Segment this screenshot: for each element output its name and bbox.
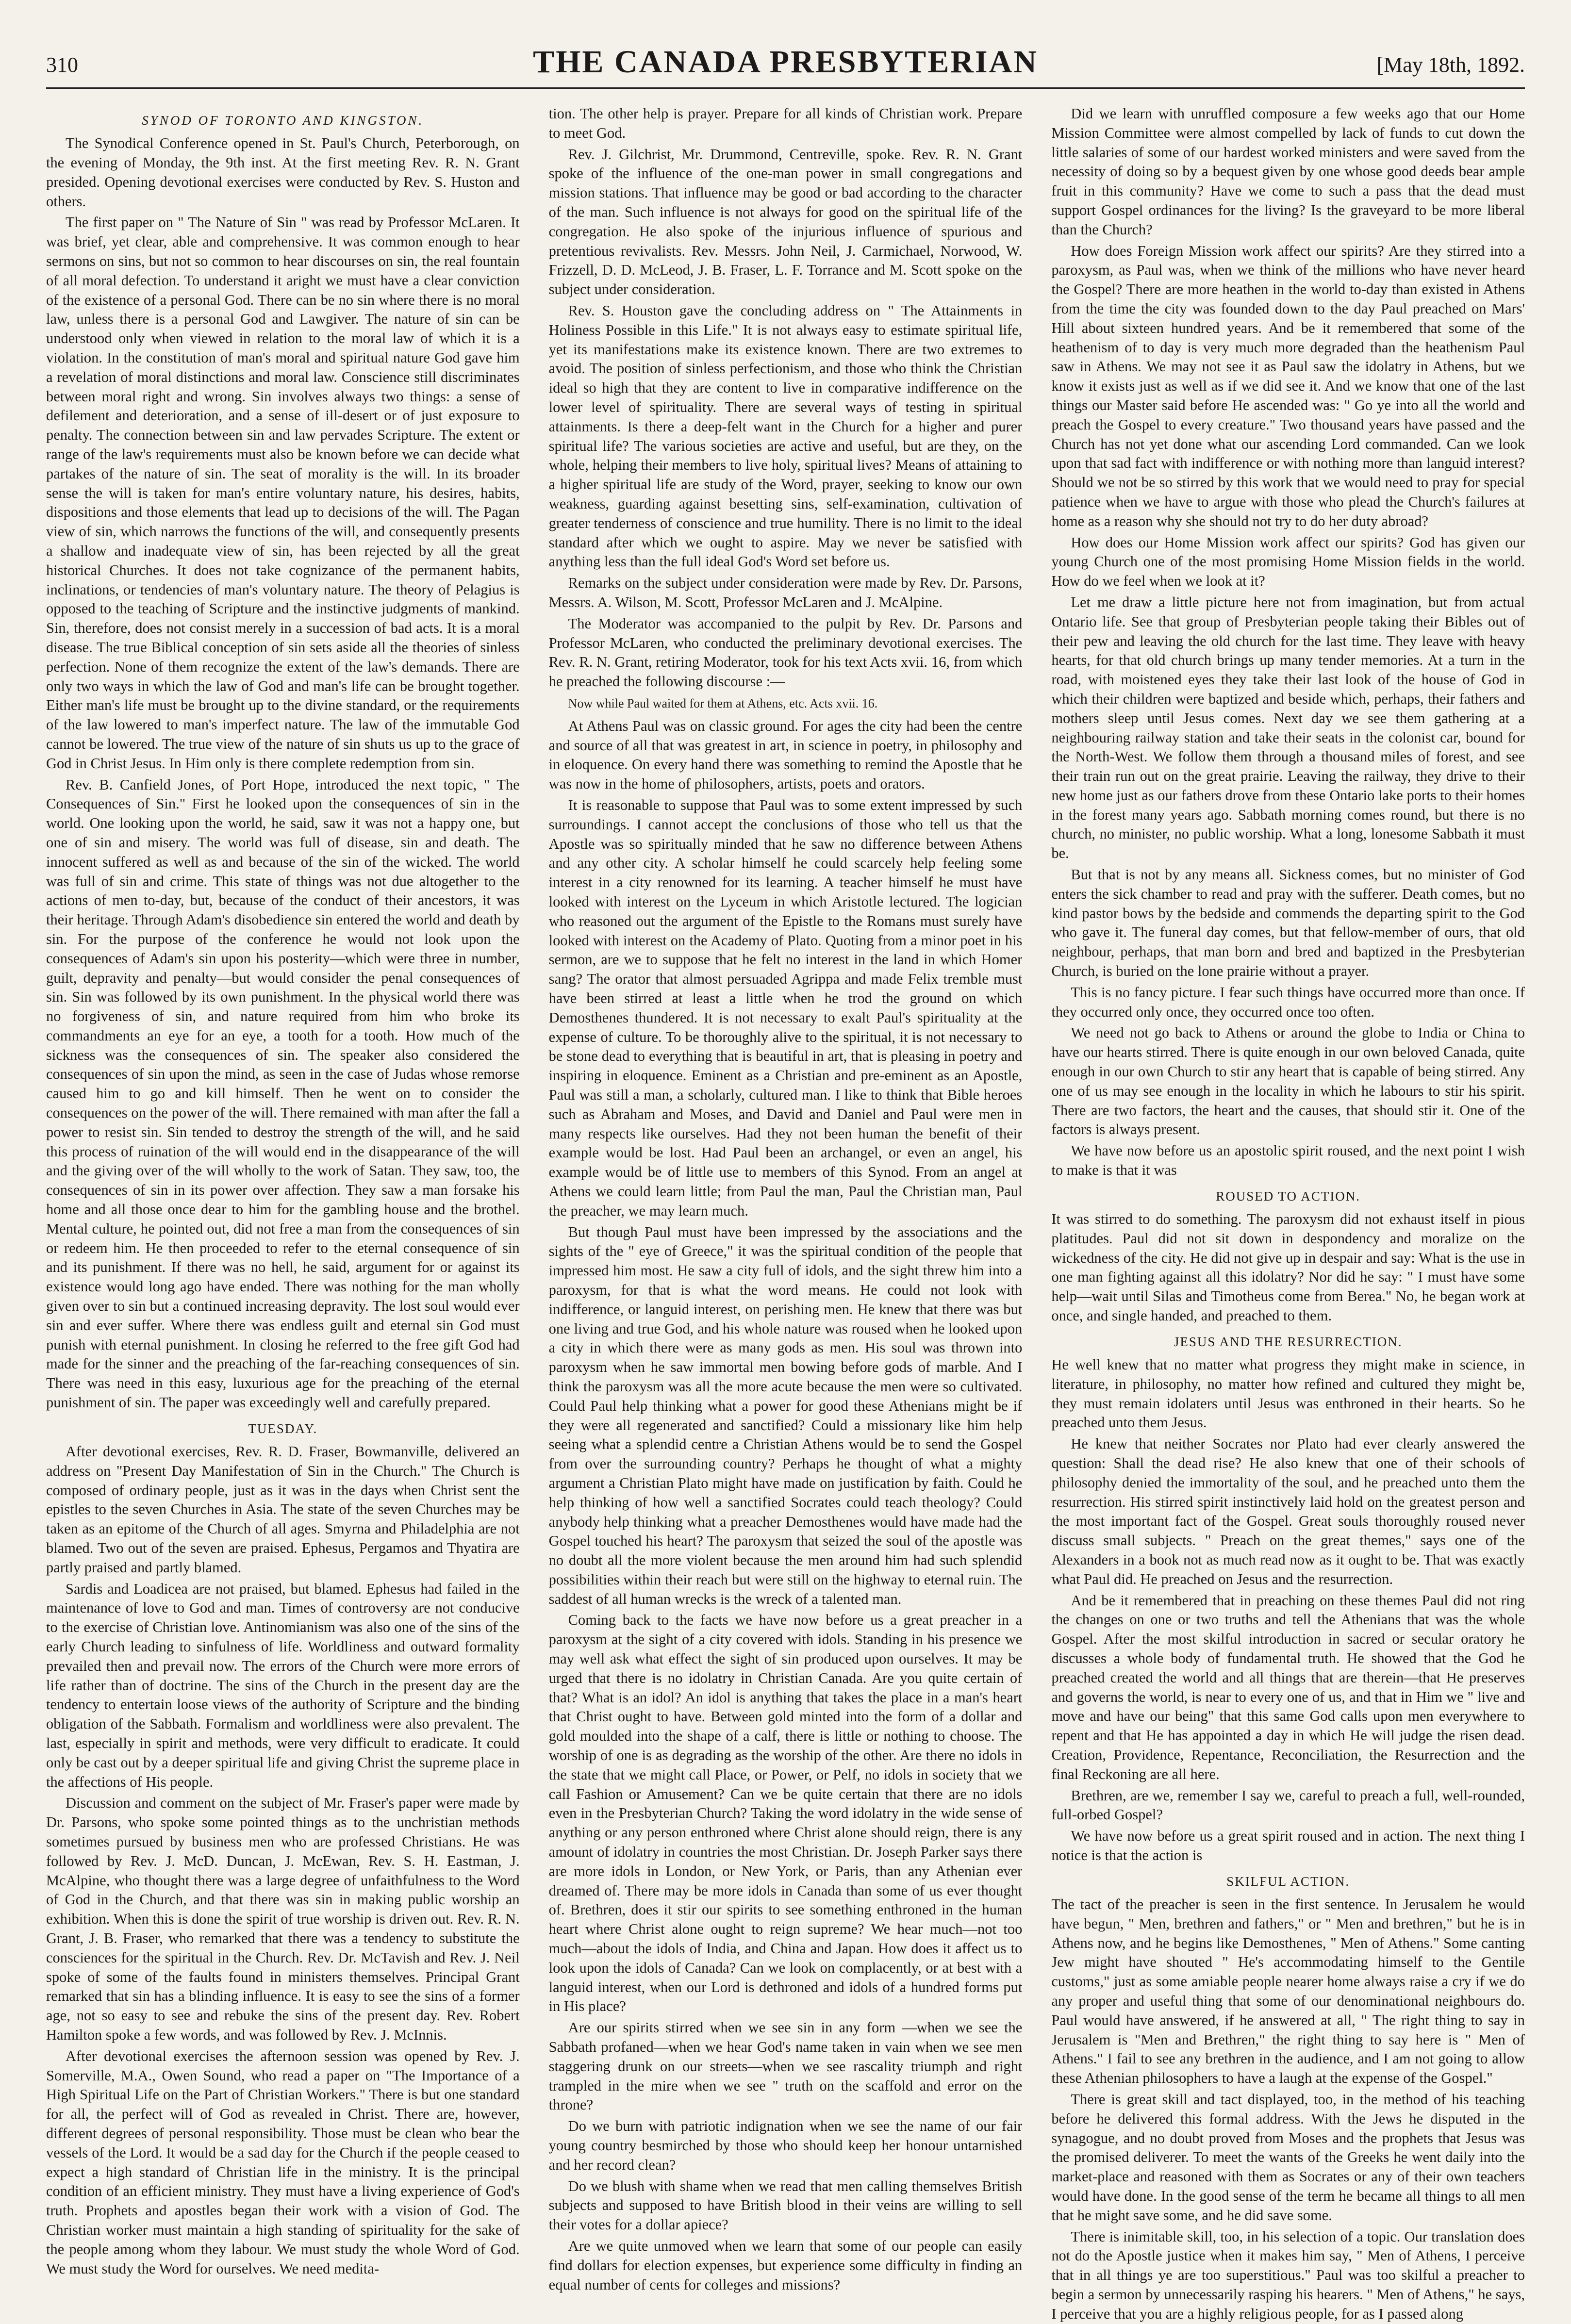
- paragraph: Do we burn with patriotic indignation when we see the name of our fair young country besmirched by those who should keep her honour untarnished and her record clean?: [548, 2118, 1023, 2173]
- subheading: SKILFUL ACTION.: [1226, 1874, 1350, 1889]
- paragraph: Discussion and comment on the subject of Mr. Fraser's paper were made by Dr. Parsons, who spoke some pointed things as to the unchristian methods sometimes pursued by business men who are professed Christians. He was followed by Rev. J. McD. Duncan, J. McEwan, Rev. S. H. Eastman, J. McAlpine, who thought there was a large degree of unfaithfulness to the Word of God in the Church, and that there was sin in making public worship an exhibition. When this is done the spirit of true worship is driven out. Rev. R. N. Grant, J. B. Fraser, who remarked that there was a tendency to substitute the consciences for the spiritual in the Church. Rev. Dr. McTavish and Rev. J. Neil spoke of some of the faults found in ministers themselves. Principal Grant remarked that sin has a blinding influence. It is easy to see the sins of a former age, not so easy to see and rebuke the sins of the present day. Rev. Robert Hamilton spoke a few words, and was followed by Rev. J. McInnis.: [46, 1795, 520, 2043]
- paragraph: Let me draw a little picture here not from imagination, but from actual Ontario life. See that group of Presbyterian people taking their Bibles out of their pew and leaving the old church for the last time. They leave with heavy hearts, for that old church brings up many tender memories. At a turn in the road, with moistened eyes they take their last look of the house of God in which their children were baptized and beside which, perhaps, their fathers and mothers sleep until Jesus comes. Next day we see them gathering at a neighbouring railway station and take their seats in the colonist car, bound for the North-West. We follow them through a thousand miles of forest, and see their train run out on the great prairie. Leaving the railway, they drive to their new home just as our fathers drove from these Ontario lake ports to their homes in the forest many years ago. Sabbath morning comes round, but there is no church, no minister, no public worship. What a long, lonesome Sabbath it must be.: [1051, 593, 1525, 862]
- paragraph: The first paper on " The Nature of Sin " was read by Professor McLaren. It was brief, yet clear, able and comprehensive. It was common enough to hear sermons on sins, but not so common to hear discourses on sin, the real fountain of all moral defection. To understand it aright we must have a clear conviction of the existence of a personal God. There can be no sin where there is no moral law, unless there is a personal God and Lawgiver. The nature of sin can be understood only when viewed in relation to the moral law of which it is a violation. In the constitution of man's moral and spiritual nature God gave him a revelation of moral distinctions and moral law. Conscience still discriminates between moral right and wrong. Sin involves always two things: a sense of defilement and deterioration, and a sense of ill-desert or of just exposure to penalty. The connection between sin and law pervades Scripture. The extent or range of the law's requirements must also be known before we can decide what partakes of the nature of sin. The seat of morality is the will. In its broader sense the will is taken for man's entire voluntary nature, his desires, habits, dispositions and those elements that lead up to decisions of the will. The Pagan view of sin, which narrows the functions of the will, and consequently presents a shallow and inadequate view of sin, has been rejected by all the great historical Churches. It does not take cognizance of the permanent habits, inclinations, or tendencies of man's voluntary nature. The theory of Pelagius is opposed to the teaching of Scripture and the instinctive judgments of mankind. Sin, therefore, does not consist merely in a succession of bad acts. It is a moral disease. The true Biblical conception of sin sets aside all the theories of sinless perfection. None of them recognize the extent of the law's demands. There are only two ways in which the law of God and man's life can be brought together. Either man's life must be brought up to the divine standard, or the requirements of the law lowered to man's imperfect nature. The law of the immutable God cannot be lowered. The true view of the nature of sin shuts us up to the grace of God in Christ Jesus. In Him only is there complete redemption from sin.: [46, 214, 520, 772]
- paragraph: Do we blush with shame when we read that men calling themselves British subjects and supposed to have British blood in their veins are willing to sell their votes for a dollar apiece?: [548, 2177, 1023, 2233]
- paragraph: Brethren, are we, remember I say we, careful to preach a full, well-rounded, full-orbed Gospel?: [1051, 1787, 1525, 1823]
- paragraph: Are we quite unmoved when we learn that some of our people can easily find dollars for election expenses, but experience some difficulty in finding an equal number of cents for colleges and missions?: [548, 2237, 1023, 2293]
- masthead-title: THE CANADA PRESBYTERIAN: [533, 44, 1038, 80]
- paragraph: After devotional exercises, Rev. R. D. Fraser, Bowmanville, delivered an address on "Present Day Manifestation of Sin in the Church." The Church is composed of ordinary people, just as it was in the days when Christ sent the epistles to the seven Churches in Asia. The state of the seven Churches may be taken as an epitome of the Church of all ages. Smyrna and Philadelphia are not blamed. Two out of the seven are praised. Ephesus, Pergamos and Thyatira are partly praised and partly blamed.: [46, 1443, 520, 1576]
- paragraph: The tact of the preacher is seen in the first sentence. In Jerusalem he would have begun, " Men, brethren and fathers," or " Men and brethren," but he is in Athens now, and he begins like Demosthenes, " Men of Athens." Some canting Jew might have shouted " He's accommodating himself to the Gentile customs," just as some amiable people nearer home always raise a cry if we do any proper and useful thing that some of our denominational neighbours do. Paul would have answered, if he answered at all, " The right thing to say in Jerusalem is "Men and Brethren," the right thing to say here is " Men of Athens." I fail to see any brethren in the audience, and I am not going to allow these Athenian philosophers to have a laugh at the expense of the Gospel.": [1051, 1896, 1525, 2087]
- paragraph: We have now before us an apostolic spirit roused, and the next point I wish to make is that it was: [1051, 1142, 1525, 1179]
- paragraph: Rev. S. Houston gave the concluding address on " The Attainments in Holiness Possible in this Life." It is not always easy to estimate spiritual life, yet its manifestations make its existence known. There are two extremes to avoid. The position of sinless perfectionism, and those who think the Christian ideal so high that they are content to live in comparative indifference on the lower level of spirituality. There are several ways of testing in spiritual attainments. Is there a deep-felt want in the Church for a higher and purer spiritual life? The various societies are active and useful, but are they, on the whole, helping their members to live holy, spiritual lives? Means of attaining to a higher spiritual life are study of the Word, prayer, seeking to know our own weakness, guarding against besetting sins, self-examination, cultivation of greater tenderness of conscience and true humility. There is no limit to the ideal standard after which we ought to aspire. May we never be satisfied with anything less than the full ideal God's Word set before us.: [548, 302, 1023, 570]
- page-number: 310: [46, 53, 78, 77]
- paragraph: There is great skill and tact displayed, too, in the method of his teaching before he delivered this formal address. With the Jews he disputed in the synagogue, and no doubt proved from Moses and the prophets that Jesus was the promised deliverer. To meet the wants of the Greeks he went daily into the market-place and reasoned with them as Socrates or any of their own teachers would have done. In the good sense of the term he became all things to all men that he might save some, and he did save some.: [1051, 2091, 1525, 2224]
- page-header: [46, 34, 1525, 89]
- paragraph: And be it remembered that in preaching on these themes Paul did not ring the changes on one or two truths and tell the Athenians that was the whole Gospel. After the most skilful introduction in sacred or secular oratory he discusses a whole body of fundamental truth. He showed that the God he preached created the world and all things that are therein—that He preserves and governs the world, is near to every one of us, and that in Him we " live and move and have our being" that this same God calls upon men everywhere to repent and that He has appointed a day in which He will judge the risen dead. Creation, Providence, Repentance, Reconciliation, the Resurrection and the final Reckoning are all here.: [1051, 1592, 1525, 1782]
- section-heading: SYNOD OF TORONTO AND KINGSTON.: [142, 113, 424, 128]
- paragraph: The Moderator was accompanied to the pulpit by Rev. Dr. Parsons and Professor McLaren, who conducted the preliminary devotional exercises. The Rev. R. N. Grant, retiring Moderator, took for his text Acts xvii. 16, from which he preached the following discourse :—: [548, 615, 1023, 690]
- paragraph: Rev. B. Canfield Jones, of Port Hope, introduced the next topic, " The Consequences of Sin." First he looked upon the consequences of sin in the world. One looking upon the world, he said, saw it was not a happy one, but one of sin and misery. The world was full of disease, sin and death. The innocent suffered as well as and because of the sin of the wicked. The world was full of sin and crime. This state of things was not due altogether to the actions of men to-day, but, because of the conduct of their ancestors, it was their heritage. Through Adam's disobedience sin entered the world and death by sin. For the purpose of the conference he would not look upon the consequences of Adam's sin upon his posterity—which were three in number, guilt, depravity and penalty—but would consider the penal consequences of sin. Sin was followed by its own punishment. In the physical world there was no forgiveness of sin, and nature required from him who broke its commandments an eye for an eye, a tooth for a tooth. How much of the sickness was the consequences of sin. The speaker also considered the consequences of sin upon the mind, as seen in the case of Judas whose remorse caused him to go and kill himself. Then he went on to consider the consequences on the power of the will. There remained with man after the fall a power to resist sin. Sin tended to destroy the strength of the will, and he said this process of ruination of the will would end in the disappearance of the will and the giving over of the will wholly to the work of Satan. They saw, too, the consequences of sin in its power over affection. They saw a man forsake his home and all those once dear to him for the gambling house and the brothel. Mental culture, he pointed out, did not free a man from the consequences of sin or redeem him. He then proceeded to refer to the eternal consequence of sin and its punishment. If there was no hell, he said, argument for or against its existence would long ago have ended. There was nothing for the man wholly given over to sin but a continued increasing depravity. The lost soul would ever sin and ever suffer. Where there was endless guilt and eternal sin God must punish with eternal punishment. In closing he referred to the free gift God had made for the sinner and the preaching of the far-reaching consequences of sin. There was need in this easy, luxurious age for the preaching of the eternal punishment of sin. The paper was exceedingly well and carefully prepared.: [46, 776, 520, 1411]
- paragraph: Remarks on the subject under consideration were made by Rev. Dr. Parsons, Messrs. A. Wilson, M. Scott, Professor McLaren and J. McAlpine.: [548, 575, 1023, 610]
- paragraph: Are our spirits stirred when we see sin in any form —when we see the Sabbath profaned—when we hear God's name taken in vain when we see men staggering drunk on our streets—when we see rascality triumph and right trampled in the mire when we see " truth on the scaffold and error on the throne?: [548, 2019, 1023, 2113]
- paragraph: We need not go back to Athens or around the globe to India or China to have our hearts stirred. There is quite enough in our own beloved Canada, quite enough in our own Church to stir any heart that is capable of being stirred. Any one of us may see enough in the locality in which he labours to stir his spirit. There are two factors, the heart and the causes, that should stir it. One of the factors is always present.: [1051, 1024, 1525, 1138]
- paragraph: The Synodical Conference opened in St. Paul's Church, Peterborough, on the evening of Monday, the 9th inst. At the first meeting Rev. R. N. Grant presided. Opening devotional exercises were conducted by Rev. S. Huston and others.: [46, 135, 520, 210]
- paragraph: We have now before us a great spirit roused and in action. The next thing I notice is that the action is: [1051, 1828, 1525, 1863]
- subheading: ROUSED TO ACTION.: [1216, 1188, 1361, 1203]
- paragraph: But though Paul must have been impressed by the associations and the sights of the " eye of Greece," it was the spiritual condition of the people that impressed him most. He saw a city full of idols, and the sight threw him into a paroxysm, for that is what the word means. He could not look with indifference, or languid interest, on perishing men. He knew that there was but one living and true God, and his whole nature was roused when he looked upon a city in which there were as many gods as men. His soul was thrown into paroxysm when he saw immortal men bowing before gods of marble. And I think the paroxysm was all the more acute because the men were so cultivated. Could Paul help thinking what a power for good these Athenians might be if they were all regenerated and sanctified? Could a missionary like him help seeing what a splendid centre a Christian Athens would be to send the Gospel from over the surrounding country? Perhaps he thought of what a mighty argument a Christian Plato might have made on justification by faith. Could he help thinking of how well a sanctified Socrates could teach theology? Could anybody help thinking what a preacher Demosthenes would have made had the Gospel touched his heart? The paroxysm that seized the soul of the apostle was no doubt all the more violent because the men around him had such splendid possibilities within their reach but were still on the highway to eternal ruin. The saddest of all human wrecks is the wreck of a talented man.: [548, 1223, 1023, 1607]
- paragraph: Rev. J. Gilchrist, Mr. Drummond, Centreville, spoke. Rev. R. N. Grant spoke of the influence of the one-man power in small congregations and mission stations. That influence may be good or bad according to the character of the man. Such influence is not always for good on the spiritual life of the congregation. He also spoke of the injurious influence of spurious and pretentious revivalists. Rev. Messrs. John Neil, J. Carmichael, Norwood, W. Frizzell, D. D. McLeod, J. B. Fraser, L. F. Torrance and M. Scott spoke on the subject under consideration.: [548, 146, 1023, 298]
- paragraph: He knew that neither Socrates nor Plato had ever clearly answered the question: Shall the dead rise? He also knew that one of their schools of philosophy denied the immortality of the soul, and he preached unto them the resurrection. His stirred spirit instinctively laid hold on the greatest person and the most important fact of the Gospel. Great souls thoroughly roused never discuss small subjects. " Preach on the great themes," says one of the Alexanders in a book not as much read now as it ought to be. That was exactly what Paul did. He preached on Jesus and the resurrection.: [1051, 1435, 1525, 1587]
- column-3: [1051, 104, 1525, 2322]
- article-columns: [46, 104, 1525, 2322]
- scripture-text: Now while Paul waited for them at Athens, etc. Acts xvii. 16.: [568, 696, 878, 710]
- issue-date: [May 18th, 1892.: [1376, 53, 1525, 77]
- paragraph: At Athens Paul was on classic ground. For ages the city had been the centre and source of all that was greatest in art, in science in poetry, in philosophy and in eloquence. On every hand there was something to remind the Apostle that he was now in the home of philosophers, artists, poets and orators.: [548, 717, 1023, 792]
- paragraph: How does our Home Mission work affect our spirits? God has given our young Church one of the most promising Home Mission fields in the world. How do we feel when we look at it?: [1051, 534, 1525, 590]
- paragraph: Sardis and Loadicea are not praised, but blamed. Ephesus had failed in the maintenance of love to God and man. Times of controversy are not conducive to the exercise of Christian love. Antinomianism was also one of the sins of the early Church leading to sinfulness of life. Worldliness and outward formality prevailed then and prevail now. The errors of the Church were more errors of life rather than of doctrine. The sins of the Church in the present day are the tendency to entertain loose views of the authority of Scripture and the binding obligation of the Sabbath. Formalism and worldliness were also prevalent. The last, especially in spirit and methods, were very difficult to eradicate. It could only be cast out by a deeper spiritual life and giving Christ the supreme place in the affections of His people.: [46, 1580, 520, 1790]
- paragraph: How does Foreign Mission work affect our spirits? Are they stirred into a paroxysm, as Paul was, when we think of the millions who have never heard the Gospel? There are more heathen in the world to-day than existed in Athens from the time the city was founded down to the day Paul preached on Mars' Hill about sixteen hundred years. And be it remembered that some of the heathenism of to day is very much more degraded than the heathenism Paul saw in Athens. We may not see it as Paul saw the idolatry in Athens, but we know it exists just as well as if we did see it. And we know that one of the last things our Master said before He ascended was: " Go ye into all the world and preach the Gospel to every creature." Two thousand years have passed and the Church has not yet done what our ascending Lord commanded. Can we look upon that sad fact with indifference or with nothing more than languid interest? Should we not be so stirred by this work that we would need to pray for special patience when we have to argue with those who plead the Church's failures at home as a reason why she should not try to do her duty abroad?: [1051, 242, 1525, 529]
- paragraph: After devotional exercises the afternoon session was opened by Rev. J. Somerville, M.A., Owen Sound, who read a paper on "The Importance of a High Spiritual Life on the Part of Christian Workers." There is but one standard for all, the perfect will of God as revealed in Christ. There are, however, different degrees of personal responsibility. Those must be clean who bear the vessels of the Lord. It would be a sad day for the Church if the people ceased to expect a high standard of Christian life in the ministry. It is the principal condition of an efficient ministry. They must have a living experience of God's truth. Prophets and apostles began their work with a vision of God. The Christian worker must maintain a high standing of spirituality for the sake of the people among whom they labour. We must study the whole Word of God. We must study the Word for ourselves. We need medita-: [46, 2047, 520, 2277]
- subheading: JESUS AND THE RESURRECTION.: [1174, 1334, 1403, 1349]
- paragraph: There is inimitable skill, too, in his selection of a topic. Our translation does not do the Apostle justice when it makes him say, " Men of Athens, I perceive that in all things ye are too superstitious." Paul was too skilful a preacher to begin a sermon by unnecessarily rasping his hearers. " Men of Athens," he says, I perceive that you are a highly religious people, for as I passed along: [1051, 2228, 1525, 2322]
- paragraph: He well knew that no matter what progress they might make in science, in literature, in philosophy, no matter how refined and cultured they might be, they must remain idolaters until Jesus was enthroned in their hearts. So he preached unto them Jesus.: [1051, 1356, 1525, 1431]
- paragraph: tion. The other help is prayer. Prepare for all kinds of Christian work. Prepare to meet God.: [548, 105, 1023, 141]
- paragraph: But that is not by any means all. Sickness comes, but no minister of God enters the sick chamber to read and pray with the sufferer. Death comes, but no kind pastor bows by the bedside and commends the departing spirit to the God who gave it. The funeral day comes, but that fellow-member of ours, that old neighbour, perhaps, that man born and bred and baptized in the Presbyterian Church, is buried on the lone prairie without a prayer.: [1051, 866, 1525, 980]
- subheading: TUESDAY.: [248, 1421, 318, 1436]
- paragraph: It was stirred to do something. The paroxysm did not exhaust itself in pious platitudes. Paul did not sit down in despondency and moralize on the wickedness of the city. He did not give up in despair and say: What is the use in one man fighting against all this idolatry? Nor did he say: " I must have some help—wait until Silas and Timotheus come from Berea." No, he began work at once, and single handed, and preached to them.: [1051, 1211, 1525, 1324]
- paragraph: It is reasonable to suppose that Paul was to some extent impressed by such surroundings. I cannot accept the conclusions of those who tell us that the Apostle was so spiritually minded that he saw no difference between Athens and any other city. A scholar himself he could scarcely help feeling some interest in a city renowned for its learning. A teacher himself he must have looked with interest on the Lyceum in which Aristotle lectured. The logician who reasoned out the argument of the Epistle to the Romans must surely have looked with interest on the Academy of Plato. Quoting from a minor poet in his sermon, are we to suppose that he felt no interest in the land in which Homer sang? The orator that almost persuaded Agrippa and made Felix tremble must have been stirred at least a little when he trod the ground on which Demosthenes thundered. It is not necessary to exalt Paul's spirituality at the expense of culture. To be thoroughly alive to the spiritual, it is not necessary to be stone dead to everything that is beautiful in art, that is pleasing in poetry and inspiring in eloquence. Eminent as a Christian and pre-eminent as an Apostle, Paul was still a man, a scholarly, cultured man. I like to think that Bible heroes such as Abraham and Moses, and David and Daniel and Paul were men in many respects like ourselves. Had they not been human the benefit of their example would be lost. Had Paul been an archangel, or even an angel, his example would be of little use to members of this Synod. From an angel at Athens we could learn little; from Paul the man, Paul the Christian man, Paul the preacher, we may learn much.: [548, 797, 1023, 1219]
- column-2: [548, 104, 1023, 2293]
- paragraph: Coming back to the facts we have now before us a great preacher in a paroxysm at the sight of a city covered with idols. Standing in his presence we may well ask what effect the sight of sin produced upon ourselves. It may be urged that there is no idolatry in Christian Canada. Are you quite certain of that? What is an idol? An idol is anything that takes the place in a man's heart that Christ ought to have. Between gold minted into the form of a dollar and gold moulded into the shape of a calf, there is little or nothing to choose. The worship of one is as degrading as the worship of the other. Are there no idols in the state that we might call Place, or Power, or Pelf, no idols in society that we call Fashion or Amusement? Can we be quite certain that there are no idols even in the Presbyterian Church? Taking the word idolatry in the wide sense of anything or any person enthroned where Christ alone should reign, there is any amount of idolatry in countries the most Christian. Dr. Joseph Parker says there are more idols in London, or New York, or Paris, than any Athenian ever dreamed of. There may be more idols in Canada than some of us ever thought of. Brethren, does it stir our spirits to see something enthroned in the human heart where Christ alone ought to reign supreme? We hear much—not too much—about the idols of India, and China and Japan. How does it affect us to look upon the idols of Canada? Can we look on complacently, or at best with a languid interest, when our Lord is dethroned and idols of a hundred forms put in His place?: [548, 1612, 1023, 2015]
- paragraph: This is no fancy picture. I fear such things have occurred more than once. If they occurred only once, they occurred once too often.: [1051, 984, 1525, 1020]
- paragraph: Did we learn with unruffled composure a few weeks ago that our Home Mission Committee were almost compelled by lack of funds to cut down the little salaries of some of our hardest worked ministers and were saved from the necessity of doing so by a bequest given by one whose good deeds bear ample fruit in this community? Have we come to such a pass that the dead must support Gospel ordinances for the living? Is the graveyard to be more liberal than the Church?: [1051, 105, 1525, 238]
- column-1: [46, 104, 520, 2277]
